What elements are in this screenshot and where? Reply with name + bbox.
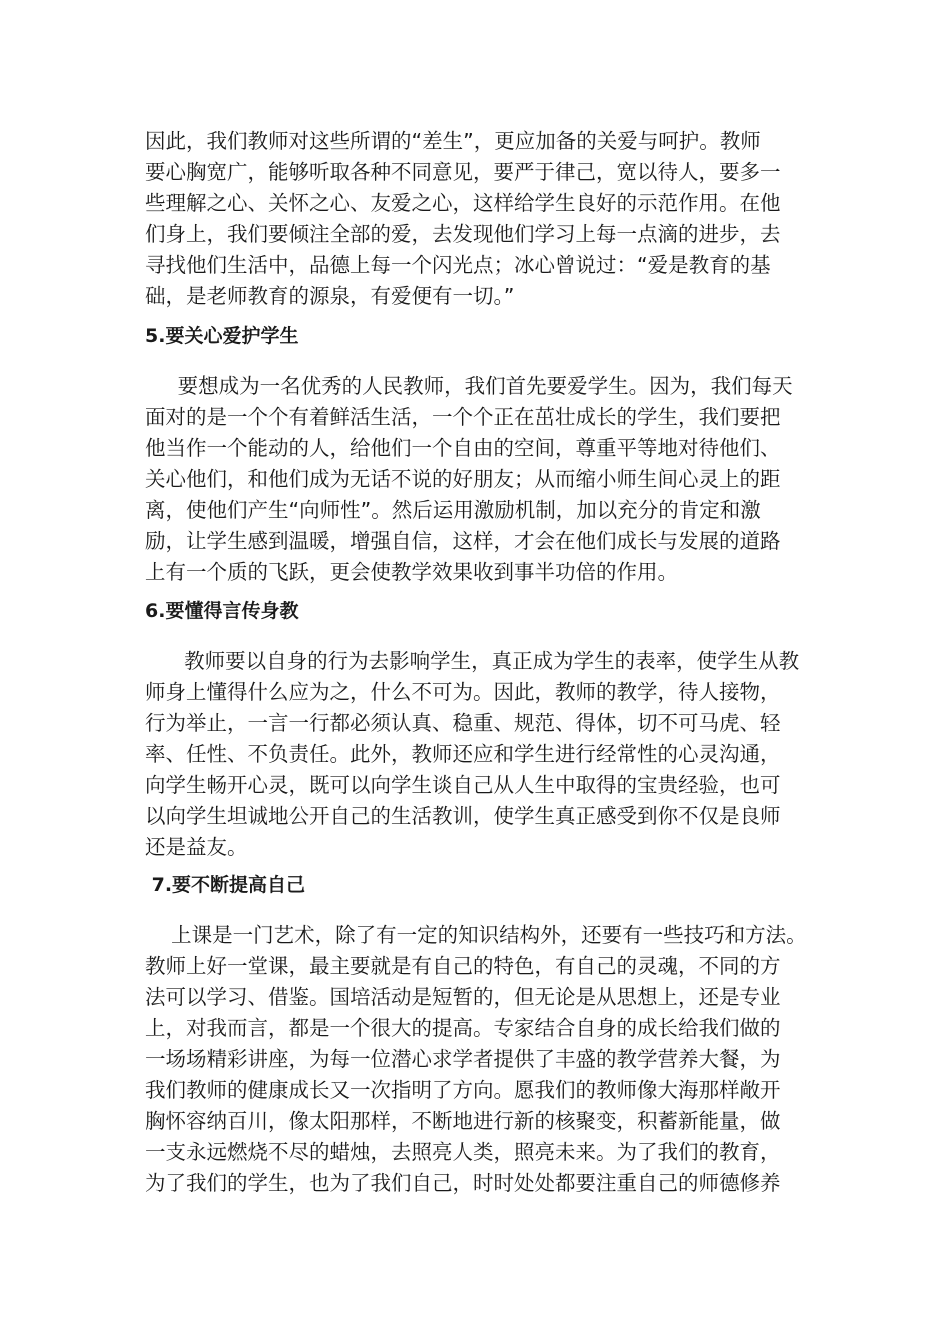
section-heading-7: 7.要不断提高自己 <box>145 874 306 896</box>
text-line: 要想成为一名优秀的人民教师，我们首先要爱学生。因为，我们每天 <box>145 374 793 398</box>
text-line: 离，使他们产生“向师性”。然后运用激励机制，加以充分的肯定和激 <box>145 498 761 522</box>
text-line: 励，让学生感到温暖，增强自信，这样，才会在他们成长与发展的道路 <box>145 529 781 553</box>
text-line: 我们教师的健康成长又一次指明了方向。愿我们的教师像大海那样敞开 <box>145 1078 781 1102</box>
text-line: 法可以学习、借鉴。国培活动是短暂的，但无论是从思想上，还是专业 <box>145 985 781 1009</box>
text-line: 胸怀容纳百川，像太阳那样，不断地进行新的核聚变，积蓄新能量，做 <box>145 1109 781 1133</box>
text-line: 教师上好一堂课，最主要就是有自己的特色，有自己的灵魂，不同的方 <box>145 954 781 978</box>
paragraph-love-students <box>145 126 805 312</box>
text-line: 师身上懂得什么应为之，什么不可为。因此，教师的教学，待人接物， <box>145 680 781 704</box>
text-line: 行为举止，一言一行都必须认真、稳重、规范、得体，切不可马虎、轻 <box>145 711 781 735</box>
text-line: 上课是一门艺术，除了有一定的知识结构外，还要有一些技巧和方法。 <box>145 923 807 947</box>
paragraph-section-5 <box>145 371 805 588</box>
text-line: 们身上，我们要倾注全部的爱，去发现他们学习上每一点滴的进步，去 <box>145 222 781 246</box>
text-line: 上，对我而言，都是一个很大的提高。专家结合自身的成长给我们做的 <box>145 1016 781 1040</box>
text-line: 础，是老师教育的源泉，有爱便有一切。” <box>145 284 515 308</box>
text-line: 率、任性、不负责任。此外，教师还应和学生进行经常性的心灵沟通， <box>145 742 781 766</box>
text-line: 教师要以自身的行为去影响学生，真正成为学生的表率，使学生从教 <box>145 649 800 673</box>
text-line: 些理解之心、关怀之心、友爱之心，这样给学生良好的示范作用。在他 <box>145 191 781 215</box>
text-line: 因此，我们教师对这些所谓的“差生”，更应加备的关爱与呵护。教师 <box>145 129 761 153</box>
section-heading-5: 5.要关心爱护学生 <box>145 325 299 347</box>
text-line: 以向学生坦诚地公开自己的生活教训，使学生真正感受到你不仅是良师 <box>145 804 781 828</box>
text-line: 为了我们的学生，也为了我们自己，时时处处都要注重自己的师德修养 <box>145 1171 781 1195</box>
paragraph-section-7 <box>145 920 805 1199</box>
section-heading-6: 6.要懂得言传身教 <box>145 600 299 622</box>
text-line: 还是益友。 <box>145 835 248 859</box>
text-line: 关心他们，和他们成为无话不说的好朋友；从而缩小师生间心灵上的距 <box>145 467 781 491</box>
text-line: 一支永远燃烧不尽的蜡烛，去照亮人类，照亮未来。为了我们的教育， <box>145 1140 781 1164</box>
text-line: 要心胸宽广，能够听取各种不同意见，要严于律己，宽以待人，要多一 <box>145 160 781 184</box>
text-line: 寻找他们生活中，品德上每一个闪光点；冰心曾说过：“爱是教育的基 <box>145 253 771 277</box>
text-line: 一场场精彩讲座，为每一位潜心求学者提供了丰盛的教学营养大餐，为 <box>145 1047 781 1071</box>
text-line: 上有一个质的飞跃，更会使教学效果收到事半功倍的作用。 <box>145 560 678 584</box>
paragraph-section-6 <box>145 646 805 863</box>
text-line: 面对的是一个个有着鲜活生活，一个个正在茁壮成长的学生，我们要把 <box>145 405 781 429</box>
text-line: 向学生畅开心灵，既可以向学生谈自己从人生中取得的宝贵经验，也可 <box>145 773 781 797</box>
text-line: 他当作一个能动的人，给他们一个自由的空间，尊重平等地对待他们、 <box>145 436 781 460</box>
